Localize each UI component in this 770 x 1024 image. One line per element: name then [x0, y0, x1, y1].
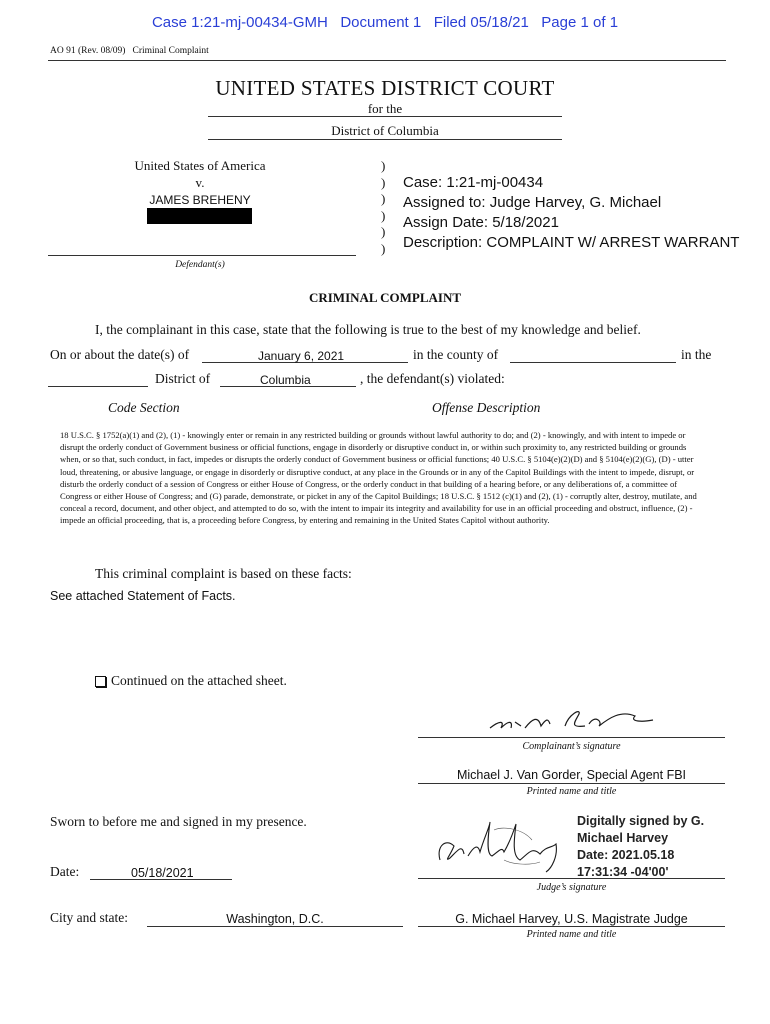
court-title: UNITED STATES DISTRICT COURT [215, 76, 555, 100]
judge-sig-line [418, 878, 725, 879]
district-blank-line [48, 386, 148, 387]
redaction-box [147, 208, 252, 224]
judge-name: G. Michael Harvey, U.S. Magistrate Judge [455, 912, 688, 926]
digital-sig-line-1: Digitally signed by G. [577, 814, 705, 828]
judge-signature [432, 816, 572, 874]
complainant-signature [485, 702, 655, 736]
based-on: This criminal complaint is based on these facts: [95, 566, 352, 581]
defendant-line [48, 255, 356, 256]
city-value-line [147, 926, 403, 927]
paren: ) [381, 224, 386, 240]
header-rule [48, 60, 726, 61]
district-underline [208, 116, 562, 117]
case-info [403, 173, 739, 253]
complaint-heading: CRIMINAL COMPLAINT [308, 290, 462, 305]
district-value: Columbia [260, 373, 311, 387]
defendant-label: Defendant(s) [175, 260, 225, 270]
city-value: Washington, D.C. [226, 912, 324, 926]
county-label: in the county of [413, 347, 499, 362]
paren: ) [381, 191, 386, 207]
complainant-sig-label: Complainant’s signature [522, 741, 621, 752]
digital-sig-line-4: 17:31:34 -04'00' [577, 865, 669, 879]
county-line [510, 362, 676, 363]
description: Description: COMPLAINT W/ ARREST WARRANT [403, 234, 740, 251]
assigned-to: Assigned to: Judge Harvey, G. Michael [403, 194, 662, 211]
defendant-name: JAMES BREHENY [149, 193, 251, 207]
judge-sig-label: Judge’s signature [536, 882, 607, 893]
printed-name-label: Printed name and title [526, 786, 617, 797]
violated-label: , the defendant(s) violated: [360, 371, 505, 386]
digital-signature-block [577, 813, 704, 881]
paren: ) [381, 158, 386, 173]
intro-statement: I, the complainant in this case, state that the following is true to the best of my knowledge and belief. [95, 322, 641, 337]
judge-name-line [418, 926, 725, 927]
complainant-sig-line [418, 737, 725, 738]
versus: v. [195, 175, 205, 190]
facts: See attached Statement of Facts. [50, 589, 236, 603]
filing-stamp: Case 1:21-mj-00434-GMH Document 1 Filed 05/18/21 Page 1 of 1 [151, 14, 619, 31]
offense-description-label: Offense Description [432, 400, 541, 415]
district-underline-2 [208, 139, 562, 140]
sworn-statement: Sworn to before me and signed in my presence. [50, 814, 307, 829]
date-value: 05/18/2021 [131, 866, 194, 880]
assign-date: Assign Date: 5/18/2021 [403, 214, 559, 231]
district-of-label: District of [155, 371, 211, 386]
offense-date: January 6, 2021 [258, 349, 345, 363]
form-id: AO 91 (Rev. 08/09) Criminal Complaint [50, 46, 209, 56]
checkbox-icon [95, 676, 106, 687]
printed-name-label-2: Printed name and title [526, 929, 617, 940]
in-the: in the [681, 347, 712, 362]
district-name: District of Columbia [331, 123, 439, 138]
city-label: City and state: [50, 910, 128, 925]
caption-parens [381, 158, 385, 258]
date-label: Date: [50, 864, 80, 879]
digital-sig-line-2: Michael Harvey [577, 831, 669, 845]
digital-sig-line-3: Date: 2021.05.18 [577, 848, 675, 862]
complainant-name-line [418, 783, 725, 784]
code-section-label: Code Section [108, 400, 180, 415]
paren: ) [381, 174, 386, 190]
continued-row [95, 673, 287, 689]
continued-label: Continued on the attached sheet. [111, 673, 287, 688]
on-about-label: On or about the date(s) of [50, 347, 190, 362]
case-number: Case: 1:21-mj-00434 [403, 174, 544, 191]
paren: ) [381, 240, 386, 256]
offense-text: 18 U.S.C. § 1752(a)(1) and (2), (1) - knowingly enter or remain in any restricted building or grounds without lawful authority to do; and (2) - knowingly, and with intent to impede or disrupt the orderly conduct of Government business or official functions, engage in disorderly or disruptive conduct in, or within such proximity to, any restricted building or grounds when, or so that, such conduct, in fact, impedes or disrupts the orderly conduct of Government business or official functions; 40 U.S.C. § 5104(e)(2)(D) and § 5104(e)(2)(G), (D) - utter loud, threatening, or abusive language, or engage in disorderly or disruptive conduct, at any place in the Grounds or in any of the Capitol Buildings with the intent to impede, disrupt, or disturb the orderly conduct of a session of Congress or either House of Congress, or the orderly conduct in that building of a hearing before, or any deliberations of, a committee of Congress or either House of Congress; and (G) parade, demonstrate, or picket in any of the Capitol Buildings; 18 U.S.C. § 1512 (c)(1) and (2), (1) - corruptly alter, destroy, mutilate, and conceal a record, document, and other object, and attempted to do so, with the intent to impair its integrity and availability for use in an official proceeding and obstruct, influence, (2) - impede an official proceeding, that is, a proceeding before Congress, by entering and remaining in the United States Capitol without authority. [60, 430, 697, 526]
for-the: for the [367, 101, 403, 116]
paren: ) [381, 207, 386, 223]
plaintiff: United States of America [134, 158, 266, 173]
complainant-name: Michael J. Van Gorder, Special Agent FBI [456, 768, 687, 782]
